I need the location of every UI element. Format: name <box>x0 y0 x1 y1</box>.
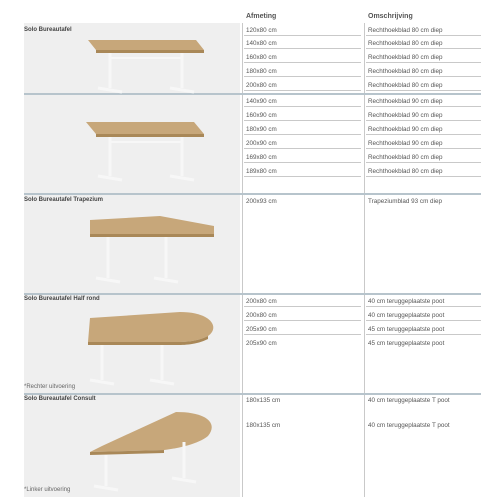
table-row: 180x135 cm <box>246 397 281 404</box>
table-row: 40 cm teruggeplaatste poot <box>366 296 481 307</box>
desk-edge <box>96 134 204 137</box>
table-row: 205x90 cm <box>246 340 277 347</box>
table-row: Trapeziumblad 93 cm diep <box>368 198 442 205</box>
table-row: Rechthoekblad 80 cm diep <box>366 25 481 36</box>
section-divider <box>24 293 481 295</box>
table-row: 180x80 cm <box>244 66 361 77</box>
table-row: 200x80 cm <box>244 296 361 307</box>
desk-frame <box>98 53 194 92</box>
table-row: Rechthoekblad 80 cm diep <box>366 166 481 177</box>
table-row: Rechthoekblad 90 cm diep <box>366 96 481 107</box>
table-row: 200x80 cm <box>244 310 361 321</box>
desk-frame <box>96 237 178 282</box>
table-row: Rechthoekblad 90 cm diep <box>366 110 481 121</box>
desk-top <box>88 312 213 342</box>
desk-consult-image <box>84 406 224 494</box>
note-rechter: *Rechter uitvoering <box>24 384 76 390</box>
table-row: 140x80 cm <box>244 38 361 49</box>
desk-top <box>90 412 212 452</box>
header-description: Omschrijving <box>368 13 413 20</box>
table-row: 45 cm teruggeplaatste poot <box>366 324 481 335</box>
table-row: 200x90 cm <box>244 138 361 149</box>
section-title-trapezium: Solo Bureautafel Trapezium <box>24 197 104 203</box>
desk-trapezium-image <box>86 212 222 288</box>
desk-frame <box>98 137 194 180</box>
note-linker: *Linker uitvoering <box>24 487 71 493</box>
desk-top <box>86 122 204 134</box>
table-row: Rechthoekblad 90 cm diep <box>366 124 481 135</box>
table-row: 180x135 cm <box>246 422 281 429</box>
table-row: Rechthoekblad 80 cm diep <box>366 52 481 63</box>
desk-half-round-image <box>84 306 224 390</box>
desk-edge <box>96 50 204 53</box>
table-row: Rechthoekblad 80 cm diep <box>366 152 481 163</box>
table-row: 160x90 cm <box>244 110 361 121</box>
desk-rectangular-80-image <box>80 36 210 98</box>
table-row: 45 cm teruggeplaatste poot <box>368 340 445 347</box>
section-title-half-rond: Solo Bureautafel Half rond <box>24 296 100 302</box>
section-title-consult: Solo Bureautafel Consult <box>24 396 96 402</box>
table-row: Rechthoekblad 80 cm diep <box>366 38 481 49</box>
table-row: 40 cm teruggeplaatste poot <box>366 310 481 321</box>
section-title-solo: Solo Bureautafel <box>24 27 72 33</box>
table-row: 200x80 cm <box>244 80 361 91</box>
table-row: 205x90 cm <box>244 324 361 335</box>
table-row: Rechthoekblad 80 cm diep <box>366 66 481 77</box>
table-row: 40 cm teruggeplaatste T poot <box>368 422 450 429</box>
table-row: 120x80 cm <box>244 25 361 36</box>
table-row: Rechthoekblad 90 cm diep <box>366 138 481 149</box>
desk-rectangular-90-image <box>80 116 210 188</box>
desk-frame <box>90 345 174 384</box>
desk-top <box>88 40 204 50</box>
section-divider <box>24 193 481 195</box>
desk-edge <box>90 234 214 237</box>
table-row: 200x93 cm <box>246 198 277 205</box>
table-row: Rechthoekblad 80 cm diep <box>366 80 481 91</box>
table-row: 169x80 cm <box>244 152 361 163</box>
table-row: 160x80 cm <box>244 52 361 63</box>
table-row: 40 cm teruggeplaatste T poot <box>368 397 450 404</box>
desk-top <box>90 216 214 234</box>
table-row: 180x90 cm <box>244 124 361 135</box>
table-row: 140x90 cm <box>244 96 361 107</box>
header-size: Afmeting <box>246 13 277 20</box>
table-row: 189x80 cm <box>244 166 361 177</box>
